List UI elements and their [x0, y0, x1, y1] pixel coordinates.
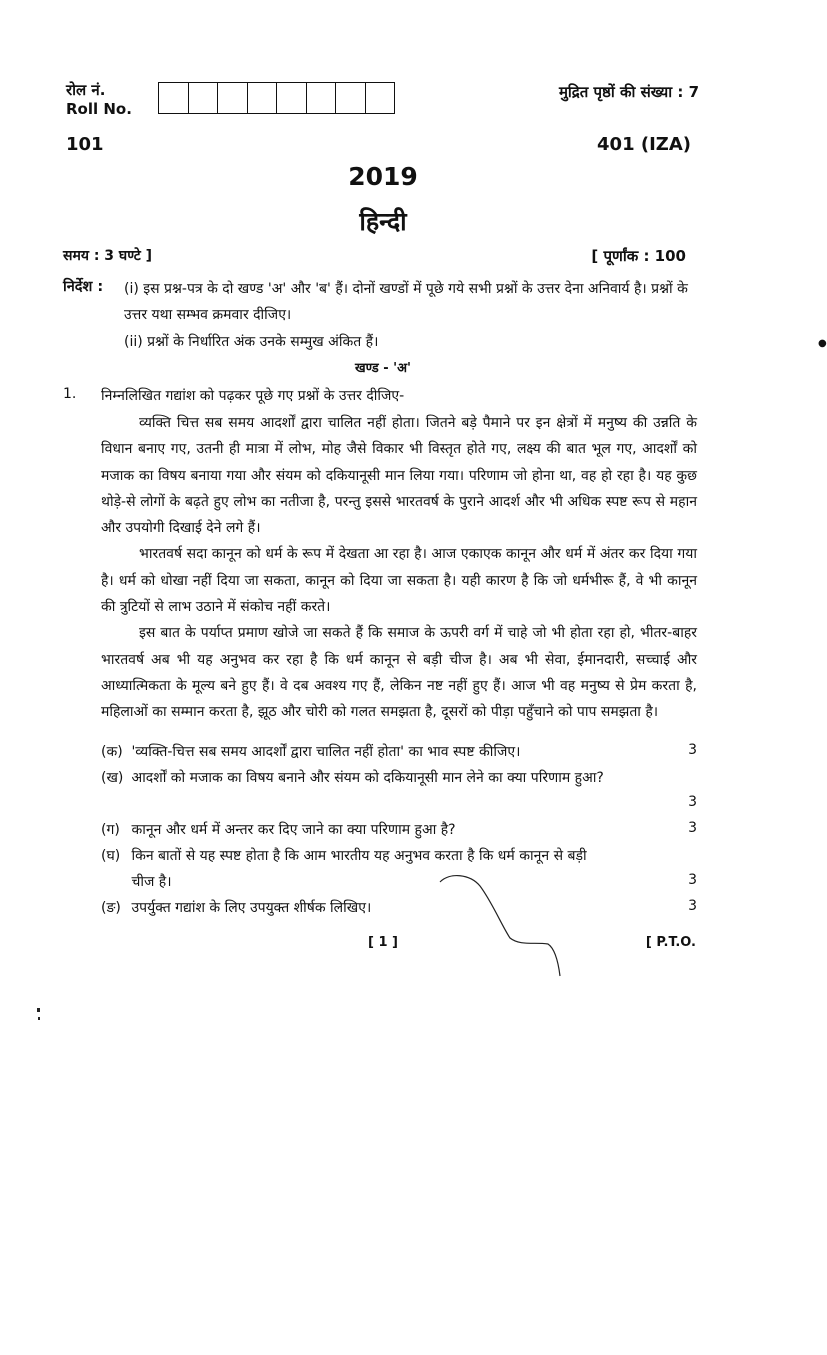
question-number: 1.	[63, 386, 77, 402]
roll-box[interactable]	[159, 83, 189, 113]
roll-box[interactable]	[248, 83, 278, 113]
subquestion-ka	[101, 742, 697, 761]
subquestion-label: (ख)	[101, 770, 124, 786]
subquestion-text: किन बातों से यह स्पष्ट होता है कि आम भारतीय यह अनुभव करता है कि धर्म कानून से बड़ी	[131, 848, 587, 864]
roll-box[interactable]	[336, 83, 366, 113]
printed-pages-count: मुद्रित पृष्ठों की संख्या : 7	[558, 83, 699, 101]
scan-speck-marks	[36, 1008, 44, 1028]
roll-box[interactable]	[218, 83, 248, 113]
subquestion-marks: 3	[688, 898, 697, 914]
directions-label: निर्देश :	[63, 279, 104, 295]
subquestion-text: उपर्युक्त गद्यांश के लिए उपयुक्त शीर्षक लिखिए।	[131, 900, 372, 916]
subquestion-marks: 3	[688, 794, 697, 810]
direction-item-2: (ii) प्रश्नों के निर्धारित अंक उनके सम्मुख अंकित हैं।	[124, 334, 379, 350]
section-title: खण्ड - 'अ'	[354, 361, 412, 376]
subquestion-gha	[101, 846, 697, 865]
passage-paragraph: इस बात के पर्याप्त प्रमाण खोजे जा सकते हैं कि समाज के ऊपरी वर्ग में चाहे जो भी होता रहा हो, भीतर-बाहर भारतवर्ष अब भी यह अनुभव कर रहा है कि धर्म कानून से बड़ी चीज है। अब भी सेवा, ईमानदारी, सच्चाई और आध्यात्मिकता के मूल्य बने हुए हैं। वे दब अवश्य गए हैं, लेकिन नष्ट नहीं हुए हैं। आज भी वह मनुष्य से प्रेम करता है, महिलाओं का सम्मान करता है, झूठ और चोरी को गलत समझता है, दूसरों को पीड़ा पहुँचाने को पाप समझता है।	[101, 625, 697, 721]
subquestion-label: (ग)	[101, 822, 120, 838]
roll-box[interactable]	[307, 83, 337, 113]
page-number: [ 1 ]	[368, 935, 398, 950]
paper-code-right: 401 (IZA)	[597, 134, 691, 155]
roll-box[interactable]	[366, 83, 395, 113]
subject-title: हिन्दी	[359, 207, 407, 236]
pen-stroke-mark	[430, 868, 570, 978]
subquestion-text: 'व्यक्ति-चित्त सब समय आदर्शों द्वारा चालित नहीं होता' का भाव स्पष्ट कीजिए।	[131, 744, 521, 760]
time-allowed: समय : 3 घण्टे ]	[63, 248, 153, 264]
passage	[101, 410, 697, 726]
subquestion-ga	[101, 820, 697, 839]
subquestion-label: (घ)	[101, 848, 121, 864]
subquestion-kha	[101, 768, 697, 787]
scan-speck: ●	[818, 338, 827, 349]
paper-code-left: 101	[66, 134, 104, 155]
subquestion-text: चीज है।	[131, 874, 172, 890]
roll-label-hindi: रोल नं.	[66, 81, 106, 99]
subquestion-label: (क)	[101, 744, 123, 760]
max-marks: [ पूर्णांक : 100	[591, 247, 686, 265]
direction-item-1: (i) इस प्रश्न-पत्र के दो खण्ड 'अ' और 'ब' हैं। दोनों खण्डों में पूछे गये सभी प्रश्नों के उत्तर देना अनिवार्य है। प्रश्नों के उत्तर यथा सम्भव क्रमवार दीजिए।	[124, 281, 688, 323]
question-text: निम्नलिखित गद्यांश को पढ़कर पूछे गए प्रश्नों के उत्तर दीजिए-	[101, 388, 405, 404]
roll-box[interactable]	[189, 83, 219, 113]
subquestion-text: कानून और धर्म में अन्तर कर दिए जाने का क्या परिणाम हुआ है?	[131, 822, 456, 838]
roll-box[interactable]	[277, 83, 307, 113]
passage-paragraph: व्यक्ति चित्त सब समय आदर्शों द्वारा चालित नहीं होता। जितने बड़े पैमाने पर इन क्षेत्रों में मनुष्य की उन्नति के विधान बनाए गए, उतनी ही मात्रा में लोभ, मोह जैसे विकार भी विस्तृत होते गए, लक्ष्य की बात भूल गए, आदर्शों को मजाक का विषय बनाया गया और संयम को दकियानूसी मान लिया गया। परिणाम जो होना था, वह हो रहा है। यह कुछ थोड़े-से लोगों के बढ़ते हुए लोभ का नतीजा है, परन्तु इससे भारतवर्ष के पुराने आदर्श और भी अधिक स्पष्ट रूप से महान और उपयोगी दिखाई देने लगे हैं।	[101, 415, 697, 537]
passage-paragraph: भारतवर्ष सदा कानून को धर्म के रूप में देखता आ रहा है। आज एकाएक कानून और धर्म में अंतर कर दिया गया है। धर्म को धोखा नहीं दिया जा सकता, कानून को दिया जा सकता है। यही कारण है कि जो धर्मभीरू हैं, वे भी कानून की त्रुटियों से लाभ उठाने में संकोच नहीं करते।	[101, 546, 697, 616]
subquestion-text: आदर्शों को मजाक का विषय बनाने और संयम को दकियानूसी मान लेने का क्या परिणाम हुआ?	[131, 770, 604, 786]
subquestion-nga	[101, 898, 697, 917]
subquestion-marks: 3	[688, 742, 697, 758]
subquestion-marks: 3	[688, 872, 697, 888]
pto-label: [ P.T.O.	[645, 935, 696, 950]
roll-number-boxes[interactable]	[158, 82, 395, 114]
subquestion-gha-cont	[101, 872, 697, 891]
subquestion-label: (ङ)	[101, 900, 121, 916]
exam-year: 2019	[348, 162, 418, 191]
subquestion-marks: 3	[688, 820, 697, 836]
roll-label-english: Roll No.	[66, 100, 132, 118]
